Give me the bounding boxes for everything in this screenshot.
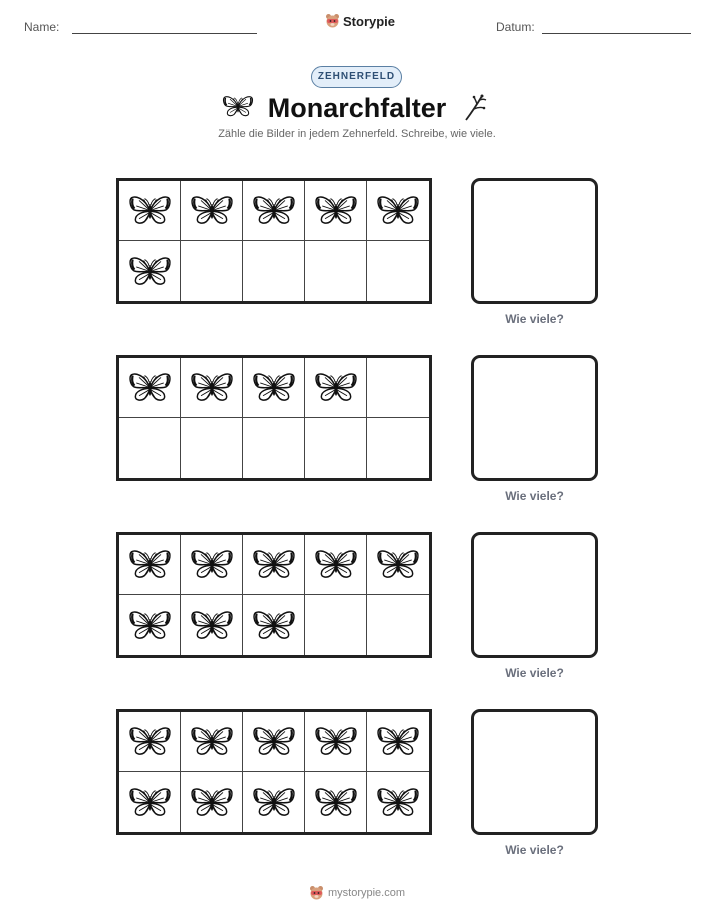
brand-name: Storypie [343, 13, 396, 29]
ten-frame-cell [305, 418, 367, 478]
ten-frame-cell [305, 181, 367, 241]
instructions: Zähle die Bilder in jedem Zehnerfeld. Schreibe, wie viele. [218, 128, 496, 140]
how-many-label: Wie viele? [505, 843, 564, 857]
ten-frame-cell [181, 535, 243, 595]
ten-frame-cell [119, 772, 181, 832]
ten-frame [116, 178, 432, 304]
butterfly-icon [190, 786, 234, 819]
ten-frame-cell [305, 535, 367, 595]
page-title: Monarchfalter [267, 93, 447, 123]
butterfly-icon [314, 371, 358, 404]
brand-logo [325, 13, 395, 29]
ten-frame-cell [367, 358, 429, 418]
butterfly-icon [128, 371, 172, 404]
ten-frame [116, 532, 432, 658]
ten-frame-cell [367, 712, 429, 772]
name-label: Name: [24, 20, 60, 34]
butterfly-icon [190, 371, 234, 404]
ten-frame-cell [119, 712, 181, 772]
ten-frame-cell [367, 181, 429, 241]
butterfly-icon [252, 725, 296, 758]
bear-logo-icon [325, 13, 340, 29]
ten-frame-cell [181, 358, 243, 418]
answer-box[interactable] [471, 709, 598, 835]
butterfly-icon [314, 786, 358, 819]
butterfly-icon [128, 548, 172, 581]
title-row [0, 90, 714, 126]
ten-frame-cell [181, 595, 243, 655]
bear-logo-icon [309, 885, 324, 901]
how-many-label: Wie viele? [505, 489, 564, 503]
answer-box[interactable] [471, 532, 598, 658]
butterfly-icon [128, 725, 172, 758]
ten-frame-cell [119, 241, 181, 301]
ten-frame [116, 709, 432, 835]
butterfly-icon [252, 786, 296, 819]
ten-frame-cell [305, 595, 367, 655]
ten-frame-cell [181, 241, 243, 301]
ten-frame-cell [243, 535, 305, 595]
butterfly-icon [376, 194, 420, 227]
ten-frame-cell [243, 181, 305, 241]
butterfly-icon [314, 194, 358, 227]
ten-frame-cell [119, 418, 181, 478]
answer-box[interactable] [471, 178, 598, 304]
ten-frame-cell [181, 712, 243, 772]
footer-url: mystorypie.com [327, 887, 406, 899]
ten-frame-cell [243, 418, 305, 478]
butterfly-icon [128, 786, 172, 819]
date-label: Datum: [496, 20, 535, 34]
butterfly-icon [314, 548, 358, 581]
butterfly-icon [252, 609, 296, 642]
butterfly-icon [314, 725, 358, 758]
ten-frame-cell [367, 772, 429, 832]
butterfly-icon [128, 609, 172, 642]
butterfly-icon [190, 725, 234, 758]
butterfly-icon [376, 548, 420, 581]
footer [0, 885, 714, 901]
ten-frame-cell [367, 595, 429, 655]
category-badge: ZEHNERFELD [311, 66, 402, 88]
ten-frame-cell [243, 595, 305, 655]
how-many-label: Wie viele? [505, 312, 564, 326]
ten-frame-cell [243, 358, 305, 418]
butterfly-icon [376, 725, 420, 758]
ten-frame-cell [119, 535, 181, 595]
butterfly-icon [128, 255, 172, 288]
ten-frame-cell [367, 418, 429, 478]
ten-frame-cell [243, 712, 305, 772]
butterfly-icon [252, 371, 296, 404]
ten-frame-cell [305, 358, 367, 418]
ten-frame-cell [243, 772, 305, 832]
ten-frame-cell [119, 181, 181, 241]
ten-frame-cell [367, 535, 429, 595]
ten-frame-cell [181, 772, 243, 832]
ten-frame-cell [119, 595, 181, 655]
butterfly-icon [252, 194, 296, 227]
date-line[interactable] [542, 33, 691, 34]
answer-box[interactable] [471, 355, 598, 481]
ten-frame-cell [305, 712, 367, 772]
twig-icon [462, 92, 488, 122]
butterfly-icon [376, 786, 420, 819]
ten-frame-cell [367, 241, 429, 301]
butterfly-icon [128, 194, 172, 227]
ten-frame-cell [181, 181, 243, 241]
butterfly-icon [252, 548, 296, 581]
ten-frame-cell [119, 358, 181, 418]
how-many-label: Wie viele? [505, 666, 564, 680]
butterfly-icon [190, 194, 234, 227]
ten-frame-cell [181, 418, 243, 478]
ten-frame-cell [305, 772, 367, 832]
ten-frame-cell [243, 241, 305, 301]
ten-frame-cell [305, 241, 367, 301]
name-line[interactable] [72, 33, 257, 34]
butterfly-icon [190, 548, 234, 581]
ten-frame [116, 355, 432, 481]
butterfly-icon [190, 609, 234, 642]
